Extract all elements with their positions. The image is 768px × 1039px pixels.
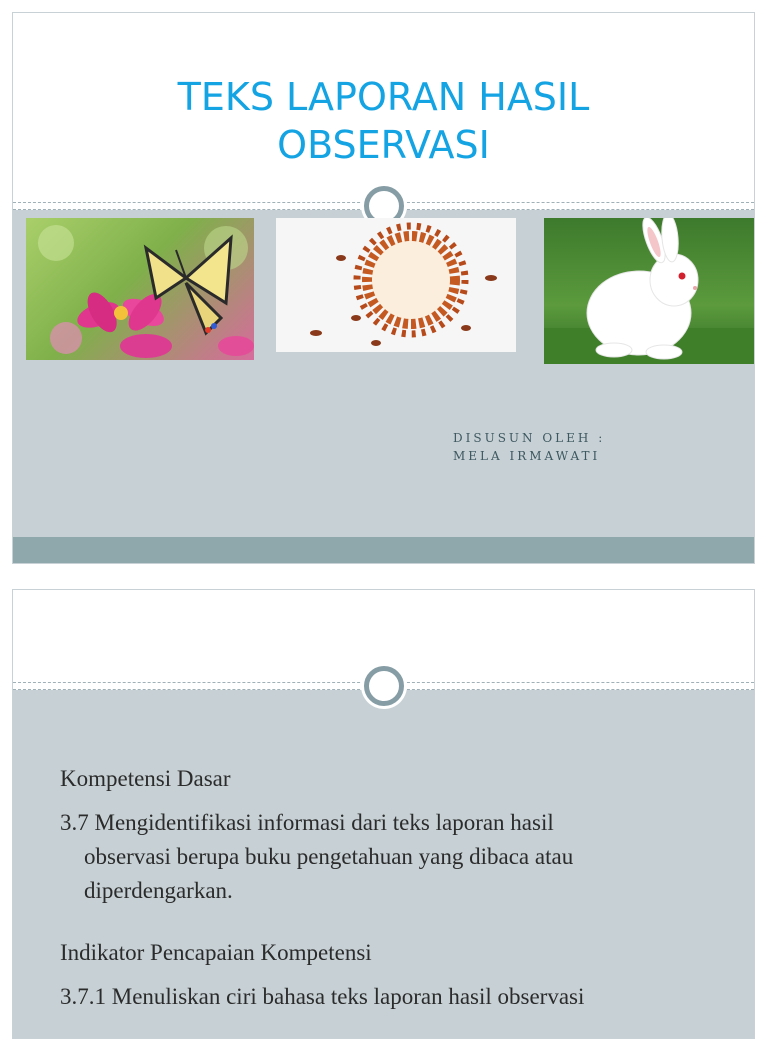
heading-indikator: Indikator Pencapaian Kompetensi <box>60 940 372 965</box>
content-slide <box>12 589 755 1039</box>
footer-bar <box>13 537 754 564</box>
rabbit-photo <box>544 218 755 364</box>
heading-kompetensi-dasar: Kompetensi Dasar <box>60 766 231 791</box>
author-label: DISUSUN OLEH : <box>453 431 606 445</box>
slide-title <box>13 73 754 169</box>
title-slide <box>12 12 755 564</box>
slide-header <box>13 13 754 213</box>
slide-content <box>60 762 750 1014</box>
ants-photo <box>276 218 516 352</box>
title-line-2: OBSERVASI <box>277 123 490 167</box>
ring-ornament-icon <box>364 666 404 706</box>
indikator-text-line: 3.7.1 Menuliskan ciri bahasa teks laporan hasil observasi <box>60 984 585 1009</box>
kd-text-line: observasi berupa buku pengetahuan yang dibaca atau <box>84 844 574 869</box>
title-line-1: TEKS LAPORAN HASIL <box>177 75 590 119</box>
kd-text-line: diperdengarkan. <box>84 878 233 903</box>
butterfly-photo <box>26 218 254 360</box>
author-block <box>453 429 605 465</box>
author-name: MELA IRMAWATI <box>453 449 601 463</box>
kd-text-line: 3.7 Mengidentifikasi informasi dari teks laporan hasil <box>60 810 554 835</box>
